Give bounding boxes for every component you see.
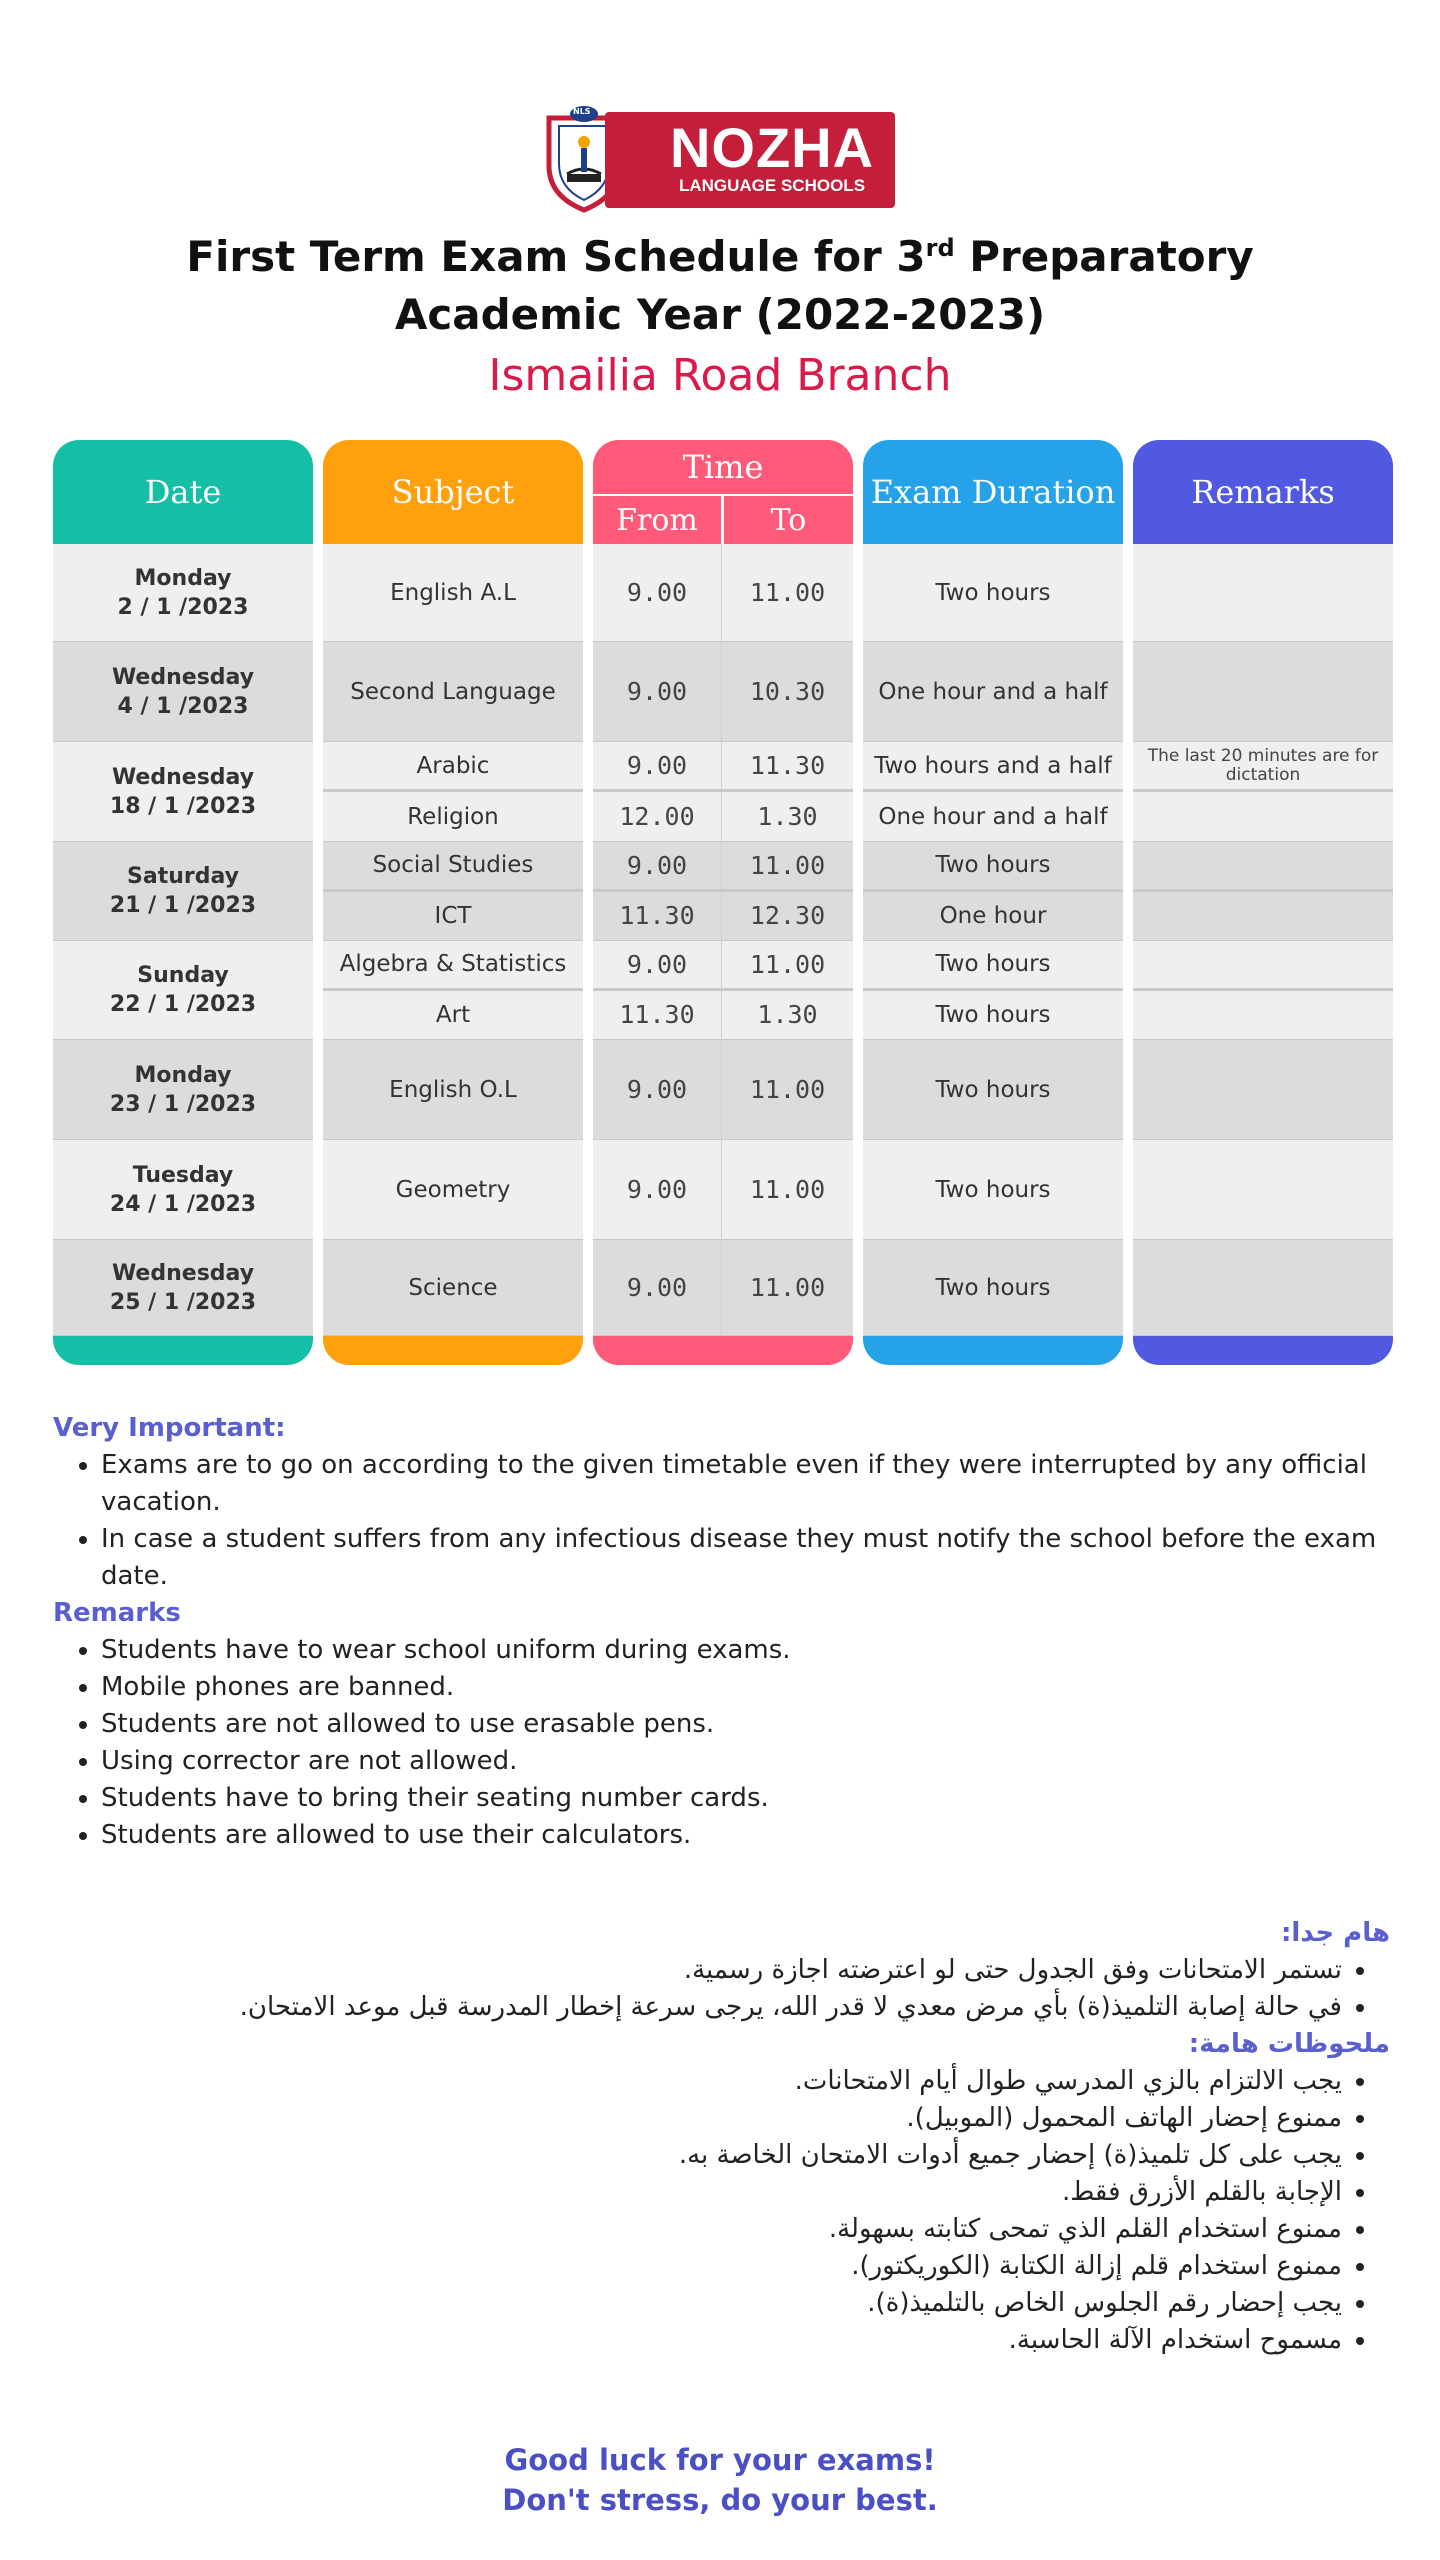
day-date: 22 / 1 /2023 (109, 992, 257, 1017)
time-to-cell: 11.00 (722, 1240, 853, 1336)
subject-cell: Geometry (323, 1140, 583, 1240)
list-item: • Students are allowed to use their calculators. (101, 1817, 1403, 1854)
logo-badge-text: NLS (573, 107, 591, 116)
day-date: 25 / 1 /2023 (109, 1289, 257, 1315)
list-item: • الإجابة بالقلم الأزرق فقط. (60, 2174, 1342, 2211)
duration-cell: Two hours (863, 842, 1123, 892)
duration-cell: One hour (863, 892, 1123, 942)
duration-cell: Two hours (863, 544, 1123, 642)
important-list (53, 1447, 1403, 1595)
column-header: Date (53, 440, 313, 544)
duration-cell: Two hours (863, 1040, 1123, 1140)
arabic-remarks-list (60, 2063, 1390, 2359)
list-item: • In case a student suffers from any infectious disease they must notify the school before the exam date. (101, 1521, 1403, 1595)
day-date: 18 / 1 /2023 (109, 793, 257, 819)
list-item: • Using corrector are not allowed. (101, 1743, 1403, 1780)
subject-cell: Arabic (323, 742, 583, 792)
subject-cell: Science (323, 1240, 583, 1336)
day-date: 24 / 1 /2023 (109, 1191, 257, 1217)
remark-cell (1133, 991, 1393, 1041)
remark-cell (1133, 642, 1393, 742)
list-item: • ممنوع إحضار الهاتف المحمول (الموبيل). (60, 2100, 1342, 2137)
column-header: Time (593, 440, 853, 494)
duration-cell: Two hours (863, 1240, 1123, 1336)
title-part: First Term Exam Schedule for 3 (186, 232, 926, 281)
date-cell (53, 1140, 313, 1240)
duration-cell: Two hours (863, 1140, 1123, 1240)
day-name: Tuesday (132, 1162, 234, 1188)
time-to-cell: 11.00 (722, 1040, 853, 1140)
column-footer (323, 1336, 583, 1365)
time-to-cell: 11.00 (722, 842, 853, 892)
subject-cell: Social Studies (323, 842, 583, 892)
duration-cell: Two hours and a half (863, 742, 1123, 792)
column-footer (1133, 1336, 1393, 1365)
time-to-cell: 1.30 (722, 792, 853, 842)
column-footer (53, 1336, 313, 1365)
time-to-cell: 11.00 (722, 544, 853, 642)
column-footer (863, 1336, 1123, 1365)
time-to-cell: 10.30 (722, 642, 853, 742)
column-footer (593, 1336, 853, 1365)
list-item: • يجب الالتزام بالزي المدرسي طوال أيام الامتحانات. (60, 2063, 1342, 2100)
footer-line-1: Good luck for your exams! (504, 2443, 936, 2477)
subject-column (323, 440, 583, 1365)
duration-cell: Two hours (863, 991, 1123, 1041)
school-logo (543, 104, 895, 214)
subject-cell: Second Language (323, 642, 583, 742)
list-item: • Students are not allowed to use erasable pens. (101, 1706, 1403, 1743)
logo-name: NOZHA (669, 116, 875, 179)
arabic-remarks-heading: ملحوظات هامة: (1188, 2029, 1390, 2059)
time-from-cell: 9.00 (593, 1140, 722, 1240)
subject-cell: English A.L (323, 544, 583, 642)
title-part: Preparatory (954, 232, 1254, 281)
time-from-cell: 12.00 (593, 792, 722, 842)
day-date: 4 / 1 /2023 (117, 693, 249, 719)
remark-cell (1133, 792, 1393, 842)
list-item: • في حالة إصابة التلميذ(ة) بأي مرض معدي لا قدر الله، يرجى سرعة إخطار المدرسة قبل موعد الامتحان. (60, 1989, 1342, 2026)
time-from-cell: 9.00 (593, 1240, 722, 1336)
list-item: • يجب على كل تلميذ(ة) إحضار جميع أدوات الامتحان الخاصة به. (60, 2137, 1342, 2174)
date-cell (53, 642, 313, 742)
list-item: • Students have to wear school uniform during exams. (101, 1632, 1403, 1669)
branch-name: Ismailia Road Branch (488, 350, 952, 401)
day-name: Wednesday (111, 664, 255, 690)
remarks-list (53, 1632, 1403, 1854)
column-header: Subject (323, 440, 583, 544)
remark-cell (1133, 1140, 1393, 1240)
column-header: Remarks (1133, 440, 1393, 544)
title-superscript: rd (925, 234, 955, 262)
day-date: 21 / 1 /2023 (109, 893, 257, 918)
date-cell (53, 842, 313, 941)
list-item: • Students have to bring their seating number cards. (101, 1780, 1403, 1817)
time-from-cell: 9.00 (593, 842, 722, 892)
subject-cell: Algebra & Statistics (323, 941, 583, 991)
remarks-heading: Remarks (53, 1598, 181, 1628)
remark-cell (1133, 941, 1393, 991)
from-header: From (593, 496, 721, 544)
time-from-cell: 9.00 (593, 941, 722, 991)
date-cell (53, 742, 313, 842)
important-heading: Very Important: (53, 1413, 286, 1443)
day-name: Wednesday (111, 764, 255, 790)
list-item: • مسموح استخدام الآلة الحاسبة. (60, 2322, 1342, 2359)
list-item: • Exams are to go on according to the given timetable even if they were interrupted by any official vacation. (101, 1447, 1403, 1521)
subject-cell: English O.L (323, 1040, 583, 1140)
list-item: • Mobile phones are banned. (101, 1669, 1403, 1706)
column-body (863, 544, 1123, 1336)
date-column (53, 440, 313, 1365)
column-body (1133, 544, 1393, 1336)
subject-cell: ICT (323, 892, 583, 942)
time-to-cell: 1.30 (722, 991, 853, 1041)
list-item: • تستمر الامتحانات وفق الجدول حتى لو اعترضته اجازة رسمية. (60, 1952, 1342, 1989)
day-name: Monday (134, 565, 232, 591)
duration-cell: One hour and a half (863, 792, 1123, 842)
date-cell (53, 1240, 313, 1336)
remark-cell: The last 20 minutes are for dictation (1133, 742, 1393, 792)
column-body (593, 544, 853, 1336)
remarks-column (1133, 440, 1393, 1365)
page-title-line2: Academic Year (2022-2023) (394, 290, 1046, 339)
time-column (593, 440, 853, 1365)
day-name: Monday (134, 1062, 232, 1088)
time-to-cell: 11.00 (722, 941, 853, 991)
english-notes (53, 1410, 1403, 1854)
remark-cell (1133, 1040, 1393, 1140)
remark-cell (1133, 1240, 1393, 1336)
time-from-cell: 9.00 (593, 642, 722, 742)
footer (0, 2440, 1440, 2520)
list-item: • ممنوع استخدام قلم إزالة الكتابة (الكوريكتور). (60, 2248, 1342, 2285)
day-date: 2 / 1 /2023 (117, 594, 249, 620)
date-cell (53, 941, 313, 1040)
time-to-cell: 11.30 (722, 742, 853, 792)
date-cell (53, 1040, 313, 1140)
date-cell (53, 544, 313, 642)
arabic-notes (60, 1915, 1390, 2359)
time-to-cell: 11.00 (722, 1140, 853, 1240)
to-header: To (724, 496, 853, 544)
time-from-cell: 11.30 (593, 991, 722, 1041)
list-item: • يجب إحضار رقم الجلوس الخاص بالتلميذ(ة). (60, 2285, 1342, 2322)
time-from-cell: 9.00 (593, 544, 722, 642)
remark-cell (1133, 842, 1393, 892)
arabic-important-list (60, 1952, 1390, 2026)
day-date: 23 / 1 /2023 (109, 1091, 257, 1117)
duration-cell: Two hours (863, 941, 1123, 991)
time-from-cell: 9.00 (593, 742, 722, 792)
column-body (53, 544, 313, 1336)
subject-cell: Art (323, 991, 583, 1041)
subject-cell: Religion (323, 792, 583, 842)
day-name: Wednesday (111, 1260, 255, 1286)
day-name: Sunday (137, 963, 229, 988)
column-header: Exam Duration (863, 440, 1123, 544)
remark-cell (1133, 544, 1393, 642)
column-body (323, 544, 583, 1336)
arabic-important-heading: هام جدا: (1281, 1918, 1390, 1948)
remark-cell (1133, 892, 1393, 942)
time-to-cell: 12.30 (722, 892, 853, 942)
duration-cell: One hour and a half (863, 642, 1123, 742)
time-from-cell: 11.30 (593, 892, 722, 942)
footer-line-2: Don't stress, do your best. (502, 2483, 938, 2517)
page-title (0, 232, 1440, 281)
day-name: Saturday (127, 864, 239, 889)
duration-column (863, 440, 1123, 1365)
logo-subtitle: LANGUAGE SCHOOLS (678, 176, 866, 195)
time-from-cell: 9.00 (593, 1040, 722, 1140)
list-item: • ممنوع استخدام القلم الذي تمحى كتابته بسهولة. (60, 2211, 1342, 2248)
